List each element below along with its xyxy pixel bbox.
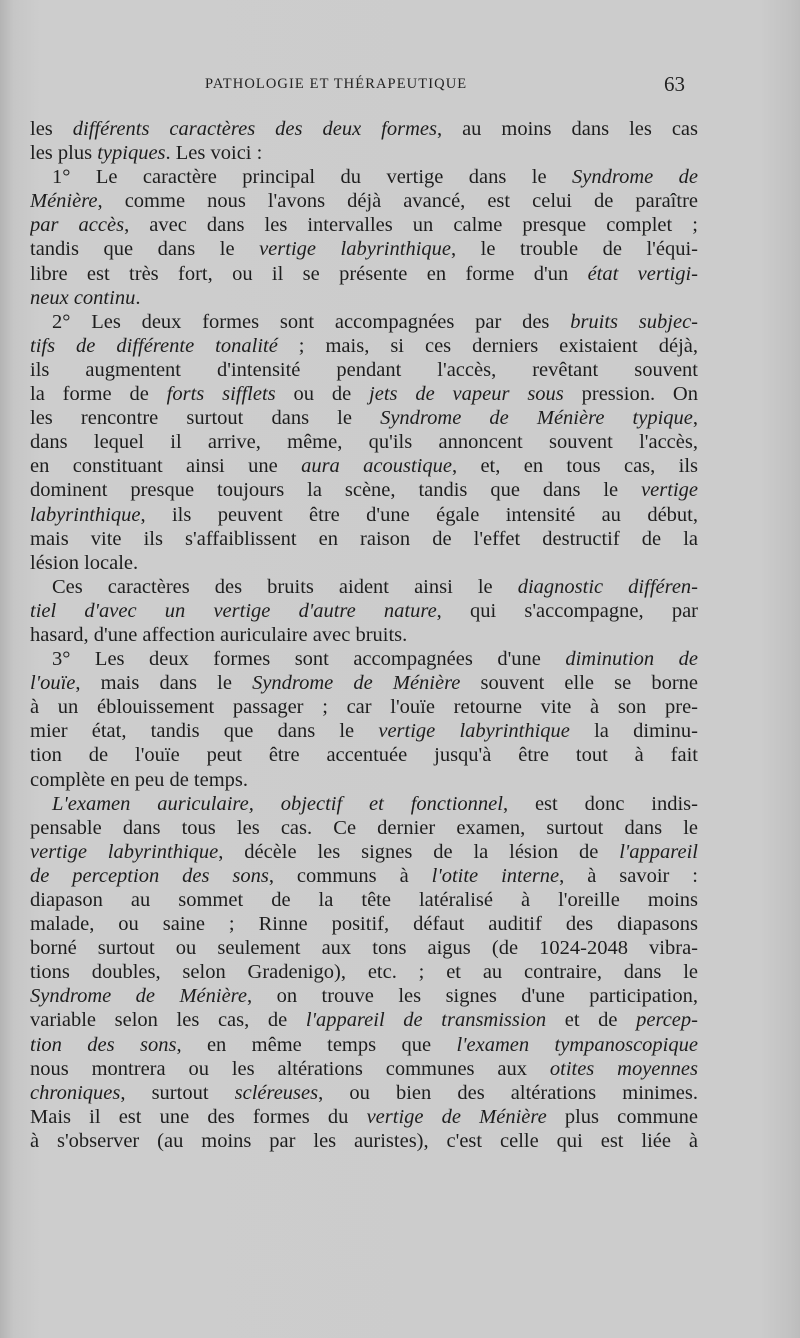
italic-text: vertige labyrinthique bbox=[378, 720, 570, 743]
text-segment: , communs à bbox=[268, 864, 432, 887]
text-line bbox=[30, 695, 698, 719]
italic-text: chroniques bbox=[30, 1081, 121, 1104]
text-line bbox=[30, 1105, 698, 1129]
italic-text: vertige labyrinthique bbox=[30, 840, 219, 863]
text-segment: , et, en tous cas, ils bbox=[451, 455, 698, 478]
text-segment: , bbox=[692, 407, 698, 430]
text-line bbox=[30, 165, 698, 189]
text-segment: , on trouve les signes d'une participation, bbox=[247, 985, 698, 1008]
text-line bbox=[30, 743, 698, 767]
text-line bbox=[30, 310, 698, 334]
italic-text: l'appareil de transmission bbox=[305, 1009, 547, 1032]
text-line bbox=[30, 936, 698, 960]
running-title: PATHOLOGIE ET THÉRAPEUTIQUE bbox=[205, 76, 468, 92]
text-segment: lésion locale. bbox=[30, 551, 139, 574]
text-line bbox=[30, 527, 698, 551]
italic-text: vertige bbox=[641, 479, 698, 502]
italic-text: l'appareil bbox=[619, 840, 698, 863]
text-segment: mier état, tandis que dans le bbox=[30, 720, 379, 743]
text-line bbox=[30, 671, 698, 695]
text-line bbox=[30, 334, 698, 358]
text-segment: plus commune bbox=[546, 1105, 698, 1128]
italic-text: tiel d'avec un vertige d'autre nature bbox=[30, 599, 437, 622]
text-segment: tion de l'ouïe peut être accentuée jusqu'à être tout à fait bbox=[30, 744, 698, 767]
italic-text: l'otite interne bbox=[431, 864, 560, 887]
italic-text: neux continu bbox=[30, 286, 136, 309]
text-segment: variable selon les cas, de bbox=[30, 1009, 306, 1032]
italic-text: tion des sons bbox=[30, 1033, 177, 1056]
page-number: 63 bbox=[664, 72, 685, 96]
text-line bbox=[30, 1008, 698, 1032]
text-line bbox=[30, 888, 698, 912]
text-line bbox=[30, 141, 698, 165]
italic-text: otites moyennes bbox=[549, 1057, 698, 1080]
text-line bbox=[30, 1057, 698, 1081]
text-line bbox=[30, 358, 698, 382]
text-segment: , au moins dans les cas bbox=[436, 118, 698, 140]
italic-text: Ménière bbox=[30, 190, 98, 213]
italic-text: bruits subjec- bbox=[570, 310, 698, 333]
text-segment: tandis que dans le bbox=[30, 238, 260, 261]
text-segment: et de bbox=[546, 1009, 637, 1032]
italic-text: différents caractères des deux formes bbox=[72, 118, 437, 140]
text-line bbox=[30, 503, 698, 527]
text-line bbox=[30, 1129, 698, 1153]
italic-text: percep- bbox=[636, 1009, 698, 1032]
text-segment: , est donc indis- bbox=[502, 792, 698, 815]
text-line bbox=[30, 864, 698, 888]
italic-text: tifs de différente tonalité bbox=[30, 334, 278, 357]
text-line bbox=[30, 816, 698, 840]
text-segment: les plus bbox=[30, 142, 98, 165]
text-segment: complète en peu de temps. bbox=[30, 768, 249, 791]
italic-text: labyrinthique bbox=[30, 503, 141, 526]
text-segment: nous montrera ou les altérations communes aux bbox=[30, 1057, 550, 1080]
text-line bbox=[30, 623, 698, 647]
text-segment: , avec dans les intervalles un calme presque complet ; bbox=[124, 214, 698, 237]
text-segment: les bbox=[30, 118, 73, 140]
text-line bbox=[30, 478, 698, 502]
text-segment: , ou bien des altérations minimes. bbox=[318, 1081, 698, 1104]
text-segment: ou de bbox=[275, 383, 370, 406]
text-line bbox=[30, 117, 698, 141]
text-segment: pensable dans tous les cas. Ce dernier examen, surtout dans le bbox=[30, 816, 698, 839]
text-segment: à s'observer (au moins par les auristes), c'est celle qui est liée à bbox=[30, 1129, 698, 1152]
text-segment: ; mais, si ces derniers existaient déjà, bbox=[277, 334, 698, 357]
text-segment: , ils peuvent être d'une égale intensité au début, bbox=[140, 503, 698, 526]
italic-text: diminution de bbox=[565, 648, 698, 671]
text-segment: . bbox=[135, 286, 141, 309]
text-segment: , comme nous l'avons déjà avancé, est celui de paraître bbox=[97, 190, 698, 213]
text-segment: Ces caractères des bruits aident ainsi le bbox=[52, 575, 518, 598]
italic-text: Syndrome de Ménière bbox=[252, 672, 461, 695]
text-segment: en constituant ainsi une bbox=[30, 455, 302, 478]
italic-text: vertige labyrinthique bbox=[259, 238, 451, 261]
text-line bbox=[30, 189, 698, 213]
italic-text: typiques bbox=[97, 142, 166, 165]
italic-text: de perception des sons bbox=[30, 864, 269, 887]
italic-text: par accès bbox=[30, 214, 125, 237]
text-segment: les rencontre surtout dans le bbox=[30, 407, 381, 430]
text-segment: , en même temps que bbox=[176, 1033, 457, 1056]
text-line bbox=[30, 454, 698, 478]
text-segment: Mais il est une des formes du bbox=[30, 1105, 367, 1128]
text-line bbox=[30, 647, 698, 671]
text-line bbox=[30, 719, 698, 743]
page-header bbox=[0, 74, 800, 98]
text-line bbox=[30, 768, 698, 792]
text-segment: hasard, d'une affection auriculaire avec bruits. bbox=[30, 623, 408, 646]
text-segment: souvent elle se borne bbox=[460, 672, 698, 695]
text-segment: borné surtout ou seulement aux tons aigus (de 1024-2048 vibra- bbox=[30, 937, 698, 960]
italic-text: l'examen tympanoscopique bbox=[456, 1033, 698, 1056]
italic-text: Syndrome de bbox=[572, 166, 698, 189]
text-segment: 3° Les deux formes sont accompagnées d'une bbox=[52, 648, 566, 671]
text-segment: , qui s'accompagne, par bbox=[436, 599, 698, 622]
text-segment: 2° Les deux formes sont accompagnées par des bbox=[52, 310, 571, 333]
text-segment: dominent presque toujours la scène, tandis que dans le bbox=[30, 479, 642, 502]
text-segment: , mais dans le bbox=[75, 672, 253, 695]
text-line bbox=[30, 382, 698, 406]
text-segment: , surtout bbox=[120, 1081, 235, 1104]
text-line bbox=[30, 406, 698, 430]
text-line bbox=[30, 1081, 698, 1105]
italic-text: vertige de Ménière bbox=[366, 1105, 547, 1128]
text-line bbox=[30, 237, 698, 261]
text-line bbox=[30, 575, 698, 599]
text-segment: à un éblouissement passager ; car l'ouïe retourne vite à son pre- bbox=[30, 696, 698, 719]
text-segment: diapason au sommet de la tête latéralisé à l'oreille moins bbox=[30, 889, 698, 911]
text-line bbox=[30, 912, 698, 936]
text-segment: tions doubles, selon Gradenigo), etc. ; et au contraire, dans le bbox=[30, 961, 698, 984]
italic-text: forts sifflets bbox=[166, 383, 276, 406]
text-line bbox=[30, 960, 698, 984]
text-line bbox=[30, 792, 698, 816]
italic-text: état vertigi- bbox=[587, 262, 698, 285]
italic-text: scléreuses bbox=[234, 1081, 319, 1104]
text-segment: pression. On bbox=[563, 383, 698, 406]
text-segment: dans lequel il arrive, même, qu'ils annoncent souvent l'accès, bbox=[30, 431, 698, 454]
text-line bbox=[30, 213, 698, 237]
text-line bbox=[30, 984, 698, 1008]
italic-text: Syndrome de Ménière bbox=[30, 985, 248, 1008]
text-segment: , à savoir : bbox=[559, 864, 698, 887]
text-line bbox=[30, 840, 698, 864]
body-text bbox=[30, 117, 698, 1153]
text-line bbox=[30, 262, 698, 286]
italic-text: jets de vapeur sous bbox=[369, 383, 564, 406]
text-line bbox=[30, 430, 698, 454]
italic-text: Syndrome de Ménière typique bbox=[380, 407, 693, 430]
italic-text: l'ouïe bbox=[30, 672, 76, 695]
text-segment: , décèle les signes de la lésion de bbox=[218, 840, 620, 863]
text-segment: . Les voici : bbox=[165, 142, 263, 165]
text-line bbox=[30, 599, 698, 623]
text-line bbox=[30, 551, 698, 575]
text-segment: 1° Le caractère principal du vertige dans le bbox=[52, 166, 572, 189]
italic-text: aura acoustique bbox=[301, 455, 452, 478]
text-segment: , le trouble de l'équi- bbox=[451, 238, 698, 261]
text-line bbox=[30, 286, 698, 310]
text-line bbox=[30, 1033, 698, 1057]
text-segment: la forme de bbox=[30, 383, 167, 406]
text-segment: ils augmentent d'intensité pendant l'accès, revêtant souvent bbox=[30, 358, 698, 381]
text-segment: la diminu- bbox=[569, 720, 698, 743]
italic-text: L'examen auriculaire, objectif et fonctionnel bbox=[52, 792, 503, 815]
text-segment: libre est très fort, ou il se présente en forme d'un bbox=[30, 262, 588, 285]
text-segment: mais vite ils s'affaiblissent en raison de l'effet destructif de la bbox=[30, 527, 698, 550]
italic-text: diagnostic différen- bbox=[517, 575, 698, 598]
text-segment: malade, ou saine ; Rinne positif, défaut auditif des diapasons bbox=[30, 913, 698, 936]
